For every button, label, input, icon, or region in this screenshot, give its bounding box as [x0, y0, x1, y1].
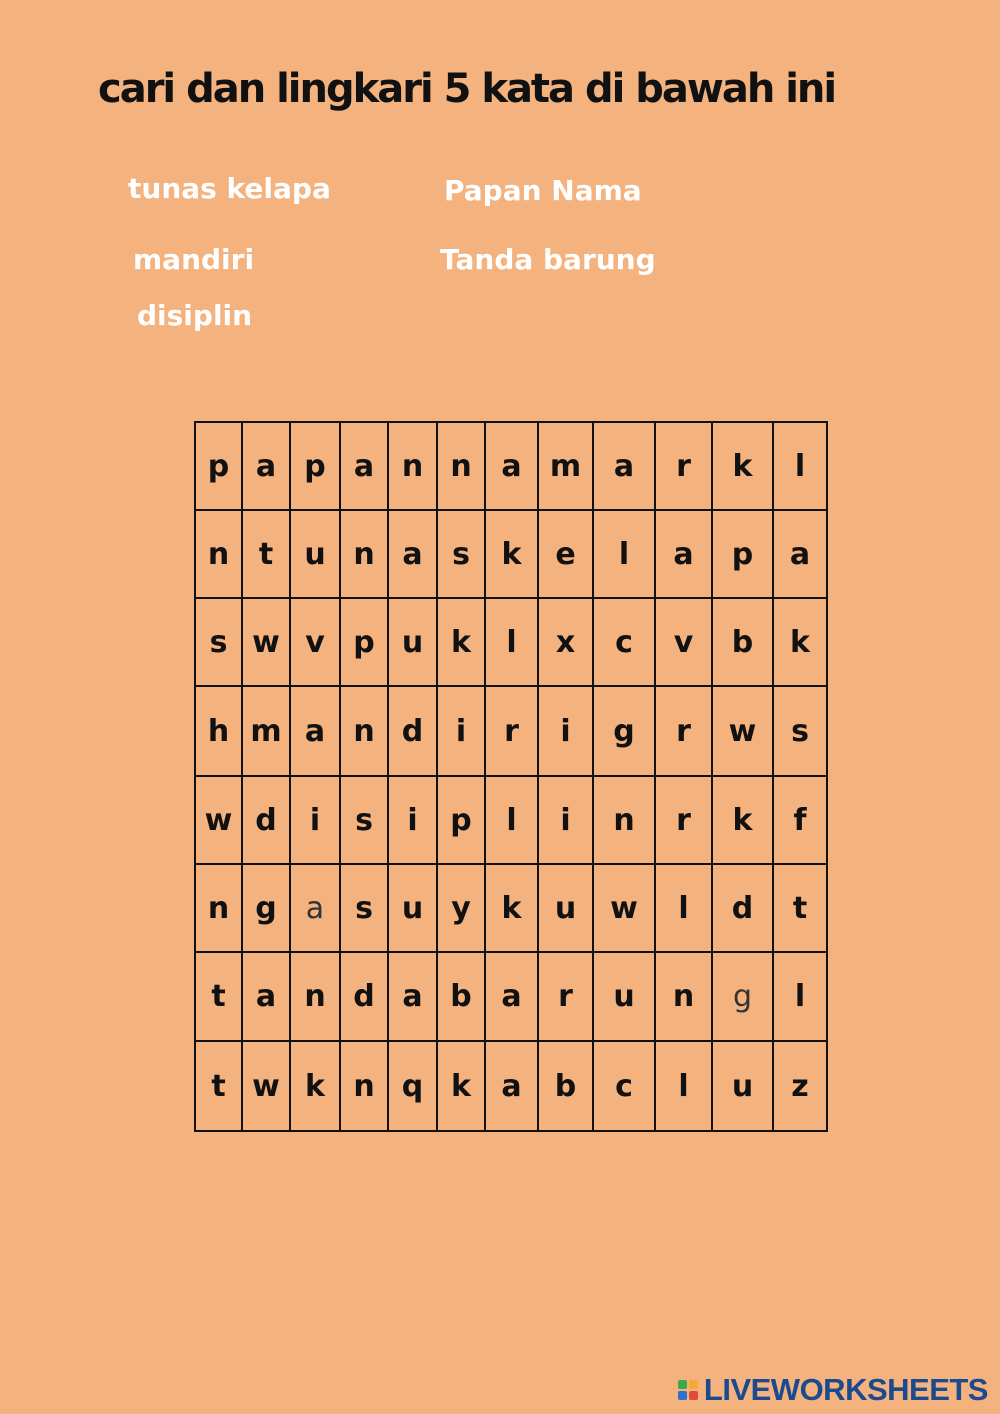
grid-letter-r5-c3[interactable]: s [341, 865, 389, 953]
grid-letter-r7-c8[interactable]: c [615, 1068, 633, 1104]
grid-letter-r6-c2[interactable]: n [291, 953, 339, 1042]
grid-letter-r3-c6[interactable]: r [486, 687, 539, 775]
grid-letter-r2-c5[interactable]: k [438, 599, 484, 687]
grid-letter-r4-c6[interactable]: l [486, 777, 539, 865]
grid-letter-r0-c0[interactable]: p [196, 423, 243, 511]
grid-letter-r1-c3[interactable]: n [341, 511, 389, 599]
grid-letter-r5-c2[interactable]: a [291, 865, 339, 953]
grid-letter-r1-c7[interactable]: e [539, 511, 594, 599]
grid-letter-r1-c1[interactable]: t [243, 511, 291, 599]
grid-letter-r3-c8[interactable]: g [613, 713, 635, 749]
grid-letter-r3-c0[interactable]: h [196, 687, 243, 775]
grid-letter-r6-c8[interactable]: u [594, 953, 654, 1042]
grid-letter-r6-c7[interactable]: r [539, 953, 594, 1042]
grid-letter-r2-c4[interactable]: u [389, 599, 438, 687]
grid-letter-r2-c8[interactable]: c [594, 599, 654, 687]
grid-letter-r7-c11[interactable]: z [791, 1068, 809, 1104]
grid-letter-r6-c3[interactable]: d [341, 953, 389, 1042]
grid-letter-r3-c4[interactable]: d [389, 687, 438, 775]
grid-letter-r1-c0[interactable]: n [196, 511, 243, 599]
grid-letter-r0-c3[interactable]: a [341, 423, 389, 511]
grid-letter-r5-c11[interactable]: t [774, 865, 826, 953]
grid-letter-r0-c4[interactable]: n [389, 423, 438, 511]
grid-letter-r5-c9[interactable]: l [656, 865, 713, 953]
grid-letter-r2-c7[interactable]: x [539, 599, 594, 687]
grid-letter-r4-c5[interactable]: p [438, 777, 484, 865]
grid-letter-r2-c6[interactable]: l [486, 599, 539, 687]
grid-letter-r5-c7[interactable]: u [539, 865, 594, 953]
grid-letter-r7-c0[interactable]: t [196, 1042, 243, 1130]
grid-letter-r1-c8[interactable]: l [594, 511, 654, 599]
grid-letter-r3-c2[interactable]: a [304, 713, 326, 749]
grid-letter-r3-c10[interactable]: w [713, 687, 774, 775]
grid-letter-r0-c6[interactable]: a [486, 423, 539, 511]
grid-letter-r0-c5[interactable]: n [438, 423, 484, 511]
grid-letter-r6-c5[interactable]: b [438, 953, 484, 1042]
grid-letter-r7-c5[interactable]: k [451, 1068, 471, 1104]
liveworksheets-logo-icon [678, 1380, 698, 1400]
grid-letter-r0-c9[interactable]: r [656, 423, 713, 511]
grid-letter-r4-c11[interactable]: f [774, 777, 826, 865]
grid-letter-r4-c9[interactable]: r [656, 777, 713, 865]
grid-letter-r4-c7[interactable]: i [539, 777, 594, 865]
grid-letter-r7-c9[interactable]: l [656, 1042, 713, 1130]
grid-letter-r4-c0[interactable]: w [196, 777, 243, 865]
logo-text: LIVEWORKSHEETS [703, 1372, 988, 1407]
grid-letter-r2-c11[interactable]: k [774, 599, 826, 687]
grid-letter-r5-c6[interactable]: k [486, 865, 539, 953]
grid-letter-r0-c7[interactable]: m [539, 423, 594, 511]
grid-letter-r4-c1[interactable]: d [243, 777, 291, 865]
word-papan-nama: Papan Nama [444, 174, 642, 207]
grid-letter-r2-c2[interactable]: v [291, 599, 339, 687]
grid-letter-r3-c5[interactable]: i [455, 713, 467, 749]
grid-letter-r7-c3[interactable]: n [341, 1042, 389, 1130]
grid-letter-r5-c0[interactable]: n [196, 865, 243, 953]
grid-letter-r7-c10[interactable]: u [713, 1042, 774, 1130]
grid-letter-r5-c10[interactable]: d [713, 865, 774, 953]
grid-letter-r6-c9[interactable]: n [656, 953, 713, 1042]
grid-letter-r4-c4[interactable]: i [389, 777, 438, 865]
grid-letter-r7-c4[interactable]: q [389, 1042, 438, 1130]
grid-letter-r4-c8[interactable]: n [594, 777, 654, 865]
grid-letter-r4-c3[interactable]: s [341, 777, 389, 865]
page-title: cari dan lingkari 5 kata di bawah ini [98, 66, 836, 112]
grid-letter-r3-c11[interactable]: s [791, 713, 809, 749]
grid-letter-r5-c8[interactable]: w [594, 865, 654, 953]
grid-letter-r1-c2[interactable]: u [291, 511, 339, 599]
grid-letter-r1-c5[interactable]: s [438, 511, 484, 599]
liveworksheets-logo [678, 1372, 988, 1408]
grid-letter-r0-c2[interactable]: p [291, 423, 339, 511]
grid-letter-r6-c6[interactable]: a [486, 953, 539, 1042]
grid-letter-r6-c4[interactable]: a [389, 953, 438, 1042]
grid-block [654, 775, 828, 1132]
grid-letter-r7-c7[interactable]: b [539, 1042, 594, 1130]
grid-letter-r7-c2[interactable]: k [305, 1068, 325, 1104]
grid-block [484, 775, 656, 1132]
grid-block [654, 421, 828, 777]
grid-letter-r1-c10[interactable]: p [713, 511, 774, 599]
word-disiplin: disiplin [137, 299, 253, 332]
grid-block [194, 421, 341, 777]
grid-letter-r1-c4[interactable]: a [389, 511, 438, 599]
grid-letter-r2-c10[interactable]: b [713, 599, 774, 687]
word-tunas-kelapa: tunas kelapa [128, 172, 331, 205]
grid-letter-r4-c2[interactable]: i [291, 777, 339, 865]
grid-letter-r0-c10[interactable]: k [713, 423, 774, 511]
grid-letter-r7-c6[interactable]: a [486, 1042, 539, 1130]
grid-letter-r3-c1[interactable]: m [243, 687, 291, 775]
word-mandiri: mandiri [133, 243, 255, 276]
grid-letter-r1-c11[interactable]: a [774, 511, 826, 599]
grid-letter-r5-c5[interactable]: y [438, 865, 484, 953]
grid-letter-r6-c0[interactable]: t [196, 953, 243, 1042]
grid-letter-r3-c9[interactable]: r [656, 687, 713, 775]
grid-letter-r6-c10[interactable]: g [713, 953, 774, 1042]
grid-letter-r3-c3[interactable]: n [341, 687, 389, 775]
grid-letter-r5-c4[interactable]: u [389, 865, 438, 953]
grid-letter-r6-c11[interactable]: l [774, 953, 826, 1042]
grid-letter-r5-c1[interactable]: g [243, 865, 291, 953]
grid-block [484, 421, 656, 777]
grid-letter-r1-c9[interactable]: a [656, 511, 713, 599]
grid-letter-r4-c10[interactable]: k [713, 777, 774, 865]
grid-letter-r2-c9[interactable]: v [656, 599, 713, 687]
grid-letter-r7-c1[interactable]: w [243, 1042, 291, 1130]
grid-block [194, 775, 341, 1132]
grid-letter-r2-c0[interactable]: s [196, 599, 243, 687]
grid-block [339, 775, 486, 1132]
grid-letter-r2-c3[interactable]: p [341, 599, 389, 687]
grid-letter-r3-c7[interactable]: i [539, 687, 594, 775]
grid-block [339, 421, 486, 777]
grid-letter-r1-c6[interactable]: k [486, 511, 539, 599]
grid-letter-r0-c8[interactable]: a [594, 423, 654, 511]
word-tanda-barung: Tanda barung [440, 243, 656, 276]
grid-letter-r6-c1[interactable]: a [243, 953, 291, 1042]
grid-letter-r0-c11[interactable]: l [774, 423, 826, 511]
grid-letter-r0-c1[interactable]: a [243, 423, 291, 511]
grid-letter-r2-c1[interactable]: w [243, 599, 291, 687]
